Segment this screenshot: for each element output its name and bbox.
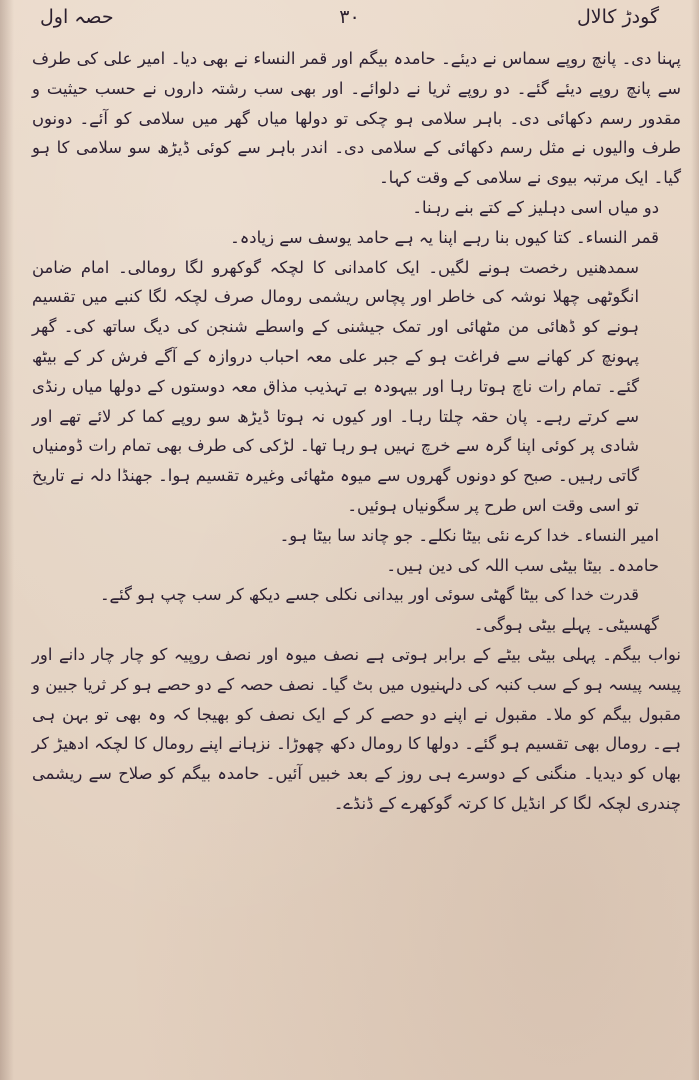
page-body-text	[32, 44, 681, 1066]
paragraph-salami: پہنا دی۔ پانچ روپے سماس نے دیئے۔ حامدہ بیگم اور قمر النساء نے بھی دیا۔ امیر علی کی طرف سے پانچ روپے دیئے گئے۔ دو روپے ثریا نے دلوائے۔ اور بھی سب رشتہ داروں نے حسب حیثیت و مقدور رسم دکھائی دی۔ باہر سلامی ہو چکی تو دولھا میاں گھر میں سلامی کو آئے۔ دونوں طرف والیوں نے مثل رسم دکھائی کے سلامی دی۔ اندر باہر سے کوئی ڈیڑھ سو سلامی کا ہو گیا۔ ایک مرتبہ بیوی نے سلامی کے وقت کہا۔	[32, 49, 681, 188]
paragraph-qamar-un-nisa: قمر النساء۔ کتا کیوں بنا رہے اپنا یہ ہے حامد یوسف سے زیادہ۔	[230, 227, 659, 247]
paragraph-samdhanen-rukhsat: سمدھنیں رخصت ہونے لگیں۔ ایک کامدانی کا لچکہ گوکھرو لگا رومالی۔ امام ضامن انگوٹھی چھلا نوشہ کی خاطر اور پچاس ریشمی رومال صرف لچکہ لگا کنبے میں تقسیم ہونے کو ڈھائی من مٹھائی اور تمک جیشنی کے واسطے شنجن کی دیگ ساتھ کی۔ گھر پہونچ کر کھانے سے فراغت ہو کے جبر علی معہ احباب دروازہ کے آگے فرش کر کے بیٹھ گئے۔ تمام رات ناچ ہوتا رہا اور بیہودہ بے تہذیب مذاق معہ دوستوں کے دولھا میاں رنڈی سے کرتے رہے۔ پان حقہ چلتا رہا۔ اور کیوں نہ ہوتا ڈیڑھ سو روپے کما کر لائے تھے اور شادی پر کوئی اپنا گرہ سے خرچ نہیں ہو رہا تھا۔ لڑکی کی طرف بھی تمام رات ڈومنیاں گاتی رہیں۔ صبح کو دونوں گھروں سے میوہ مٹھائی وغیرہ تقسیم ہوا۔ جھنڈا دلہ نے تاریخ تو اسی وقت اس طرح پر سگونیاں ہوئیں۔	[32, 257, 639, 515]
paragraph-hamida: حامدہ۔ بیٹا بیٹی سب اللہ کی دین ہیں۔	[386, 555, 659, 575]
paragraph-qudrat: قدرت خدا کی بیٹا گھٹی سوئی اور بیدانی نکلی جسے دیکھ کر سب چپ ہو گئے۔	[99, 585, 639, 605]
paragraph-nawab-begum: نواب بیگم۔ پہلی بیٹی بیٹے کے برابر ہوتی ہے نصف میوہ اور نصف روپیہ کو چار چار دانے اور پیسہ پیسہ ہو کے سب کنبہ کی دلہنیوں میں بٹ گیا۔ نصف حصہ کے دو حصے ہو کر ثریا جبین و مقبول بیگم کو ملا۔ مقبول نے اپنے دو حصے کر کے ایک نصف کو بھیجا کہ وہ بھی تو بہن ہی ہے۔ رومال بھی تقسیم ہو گئے۔ دولھا کا رومال دکھ چھوڑا۔ نزہانے اپنے رومال کا لچکہ ادھیڑ کر بھاں کو دیدیا۔ منگنی کے دوسرے ہی روز کے بعد خبیں آئیں۔ حامدہ بیگم کو صلاح سے ریشمی چندری لچکہ لگا کر انڈیل کا کرتہ گوکھرے کے ڈنڈے۔	[32, 644, 681, 813]
page-header	[40, 6, 659, 40]
paragraph-ghasiti: گھسیٹی۔ پہلے بیٹی ہوگی۔	[473, 615, 659, 635]
part-label: حصہ اول	[40, 6, 114, 28]
running-title: گودڑ کالال	[576, 6, 659, 28]
paragraph-quote: دو میاں اسی دہلیز کے کتے بنے رہنا۔	[412, 197, 659, 217]
page-number: ۳۰	[339, 6, 360, 28]
paragraph-amir-un-nisa: امیر النساء۔ خدا کرے نئی بیٹا نکلے۔ جو چاند سا بیٹا ہو۔	[279, 525, 659, 545]
